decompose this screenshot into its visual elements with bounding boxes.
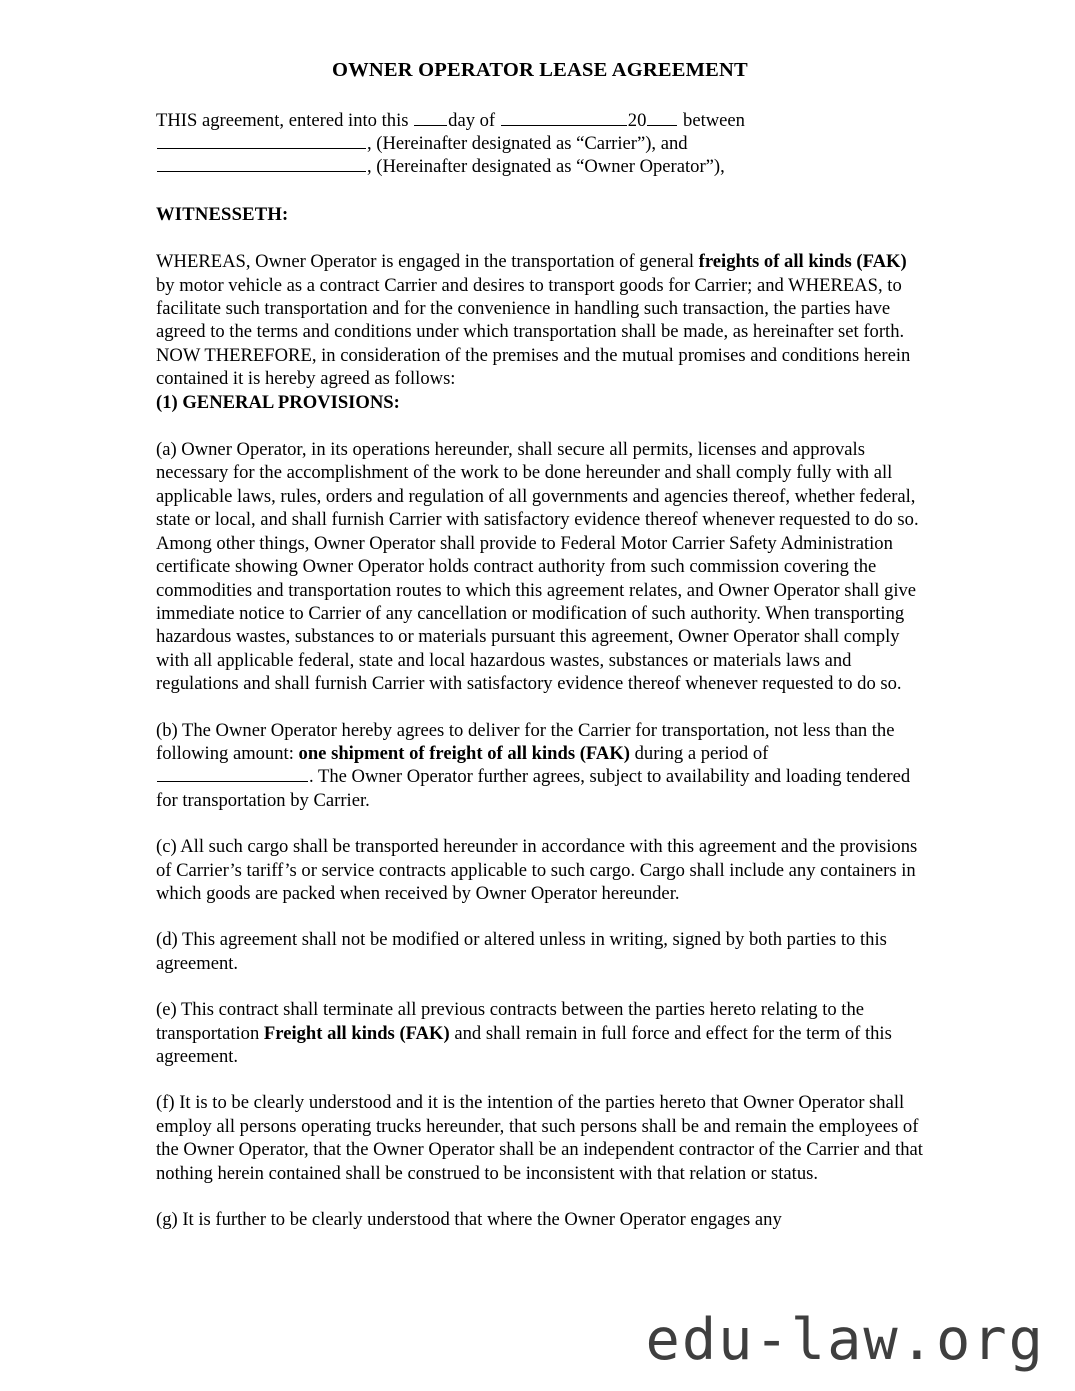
spacer [156,975,924,998]
whereas-paragraph [156,250,924,344]
clause-g: (g) It is further to be clearly understood that where the Owner Operator engages any [156,1209,782,1231]
intro-line1-suffix: between [678,109,745,131]
period-blank-field[interactable] [157,766,308,782]
site-watermark: edu-law.org [645,1307,1045,1373]
section-1-heading: (1) GENERAL PROVISIONS: [156,391,400,413]
year-blank-field[interactable] [647,109,677,125]
now-therefore-paragraph: NOW THEREFORE, in consideration of the premises and the mutual promises and conditions herein contained it is hereby agreed as follows: [156,344,911,390]
intro-line1-dayof: day of [448,109,500,131]
intro-line2-text: , (Hereinafter designated as “Carrier”), and [367,133,688,154]
spacer [156,812,924,835]
clause-c: (c) All such cargo shall be transported hereunder in accordance with this agreement and the provisions of Carrier’s tariff’s or service contracts applicable to such cargo. Cargo shall include any containers in which goods are packed when received by Owner Operator hereunder. [156,836,918,904]
spacer [156,905,924,928]
carrier-name-blank-field[interactable] [157,133,366,149]
page-title: OWNER OPERATOR LEASE AGREEMENT [332,59,748,81]
intro-line3-text: , (Hereinafter designated as “Owner Operator”), [367,156,725,178]
whereas-bold-fak: freights of all kinds (FAK) [698,251,907,273]
clause-b-part2: during a period of [629,742,769,764]
clause-b-part1: (b) The Owner Operator hereby agrees to deliver for the Carrier for transportation, not less than the following amount: [156,719,895,764]
clause-b-part3: . The Owner Operator further agrees, subject to availability and loading tendered for transportation by Carrier. [156,766,911,811]
clause-a: (a) Owner Operator, in its operations hereunder, shall secure all permits, licenses and approvals necessary for the accomplishment of the work to be done hereunder and shall comply fully with all applicable laws, rules, orders and regulation of all governments and agencies thereof, whether federal, state or local, and shall furnish Carrier with satisfactory evidence thereof whenever requested to do so. Among other things, Owner Operator shall provide to Federal Motor Carrier Safety Administration certificate showing Owner Operator holds contract authority from such commission covering the commodities and transportation routes to which this agreement relates, and Owner Operator shall give immediate notice to Carrier of any cancellation or modification of such authority. When transporting hazardous wastes, substances to or materials pursuant this agreement, Owner Operator shall comply with all applicable federal, state and local hazardous wastes, substances or materials laws and regulations and shall furnish Carrier with satisfactory evidence thereof whenever requested to do so. [156,439,919,695]
whereas-text-part1: WHEREAS, Owner Operator is engaged in the transportation of general [156,251,699,273]
whereas-text-part2: by motor vehicle as a contract Carrier and desires to transport goods for Carrier; and WHEREAS, to facilitate such transportation and for the convenience in handling such transaction, the parties have agreed to the terms and conditions under which transportation shall be made, as hereinafter set forth. [156,274,905,343]
clause-b [156,719,924,813]
document-body [156,58,924,1231]
intro-line1-year: 20 [627,109,647,131]
spacer [156,1185,924,1208]
clause-f: (f) It is to be clearly understood and it is the intention of the parties hereto that Owner Operator shall employ all persons operating trucks hereunder, that such persons shall be and remain the employees of the Owner Operator, that the Owner Operator shall be an independent contractor of the Carrier and that nothing herein contained shall be construed to be inconsistent with that relation or status. [156,1092,923,1184]
day-blank-field[interactable] [414,109,447,125]
clause-d: (d) This agreement shall not be modified or altered unless in writing, signed by both parties to this agreement. [156,929,887,974]
spacer [156,179,924,203]
clause-b-bold-fak: one shipment of freight of all kinds (FAK) [298,742,630,764]
spacer [156,696,924,719]
spacer [156,414,924,438]
clause-e-part2: and shall remain in full force and effect for the term of this agreement. [156,1022,892,1067]
spacer [156,226,924,250]
clause-e-bold-fak: Freight all kinds (FAK) [263,1022,450,1044]
owner-operator-name-blank-field[interactable] [157,156,366,172]
witnesseth-heading: WITNESSETH: [156,203,289,225]
clause-e-part1: (e) This contract shall terminate all previous contracts between the parties hereto relating to the transportation [156,999,865,1044]
intro-paragraph [156,109,924,179]
spacer [156,1068,924,1091]
intro-line1-prefix: THIS agreement, entered into this [156,109,414,131]
month-blank-field[interactable] [501,109,627,125]
clause-e [156,998,924,1068]
